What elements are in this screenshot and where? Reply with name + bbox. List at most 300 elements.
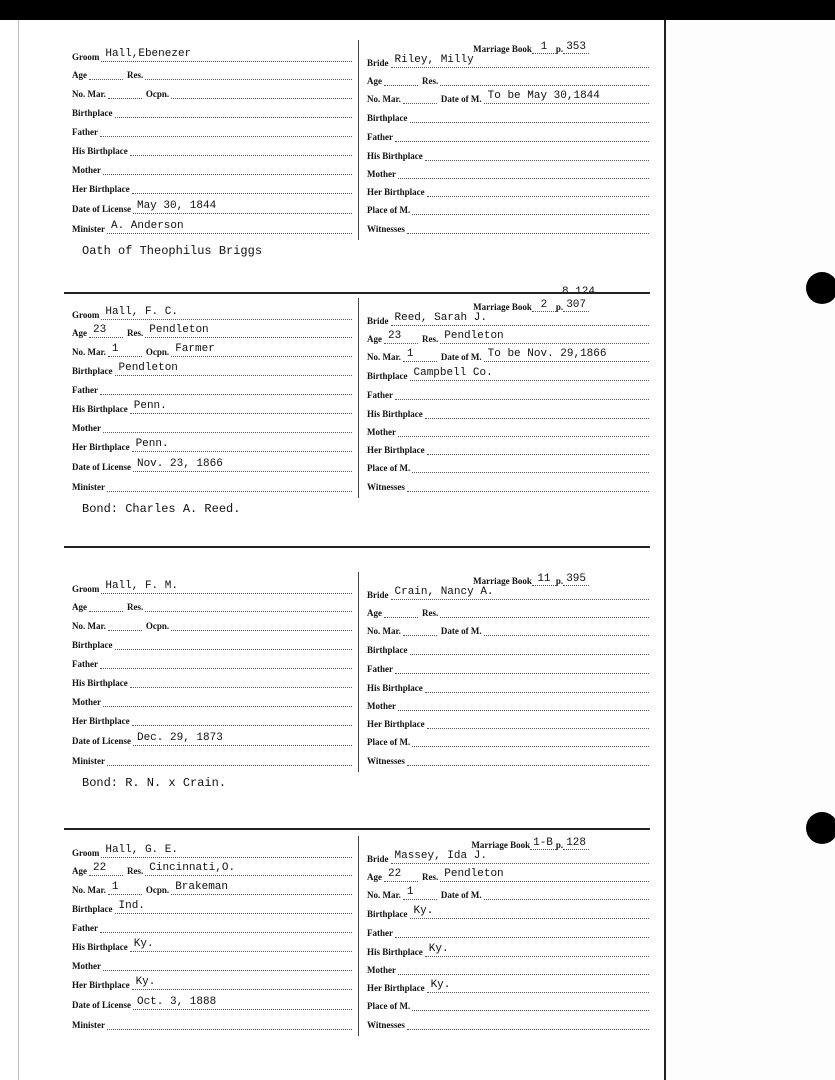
field-label: Marriage Book: [471, 840, 531, 850]
field-label: No. Mar.: [72, 89, 106, 99]
field-label: Age: [367, 608, 382, 618]
field-label: Mother: [72, 961, 101, 971]
field-label: Her Birthplace: [72, 442, 130, 452]
marriage-record: [18, 572, 663, 812]
field-label: No. Mar.: [367, 352, 401, 362]
bride-field: [367, 886, 649, 900]
record-note: Oath of Theophilus Briggs: [82, 244, 263, 258]
field-label: Groom: [72, 848, 100, 858]
bride-his-birthplace-value: [425, 147, 649, 161]
field-label: His Birthplace: [72, 404, 128, 414]
groom-ocpn-value: [171, 85, 352, 99]
groom-date-of-license-value: May 30, 1844: [133, 200, 352, 214]
groom-field: [72, 580, 352, 594]
groom-field: [72, 142, 352, 156]
groom-field: [72, 324, 352, 338]
groom-birthplace-value: [115, 636, 353, 650]
field-label: Age: [367, 872, 382, 882]
field-label: Date of License: [72, 204, 131, 214]
bride-field: [367, 943, 649, 957]
bride-birthplace-value: Campbell Co.: [410, 367, 650, 381]
field-label: Mother: [72, 165, 101, 175]
groom-her-birthplace-value: Penn.: [132, 438, 352, 452]
field-label: Ocpn.: [145, 89, 170, 99]
field-label: His Birthplace: [367, 947, 423, 957]
field-label: Father: [367, 664, 393, 674]
bride-date-of-m-value: [484, 622, 649, 636]
bride-witnesses-value: [407, 220, 649, 234]
groom-field: [72, 85, 352, 99]
bride-field: [367, 348, 649, 362]
field-label: His Birthplace: [72, 678, 128, 688]
marriage-book-line: [471, 836, 589, 850]
groom-her-birthplace-value: [132, 712, 352, 726]
groom-field: [72, 598, 352, 612]
groom-field: [72, 66, 352, 80]
bride-father-value: [395, 128, 649, 142]
bride-age-value: [384, 604, 418, 618]
field-label: Date of M.: [440, 890, 482, 900]
groom-field: [72, 617, 352, 631]
bride-no-mar-value: 1: [403, 886, 437, 900]
groom-field: [72, 732, 352, 746]
field-label: Birthplace: [72, 108, 113, 118]
groom-field: [72, 362, 352, 376]
marriage-record: [18, 298, 663, 538]
bride-place-of-m-value: [412, 459, 649, 473]
bride-column: [358, 40, 659, 240]
field-label: Witnesses: [367, 224, 405, 234]
bride-birthplace-value: [410, 641, 650, 655]
bride-field: [367, 459, 649, 473]
bride-date-of-m-value: [484, 886, 649, 900]
field-label: Her Birthplace: [72, 184, 130, 194]
field-label: p.: [555, 302, 564, 312]
bride-his-birthplace-value: [425, 405, 649, 419]
marriage-book-page: 353: [563, 41, 589, 54]
field-label: Mother: [367, 427, 396, 437]
adjacent-page-edge: [663, 20, 835, 1080]
groom-field: [72, 674, 352, 688]
field-label: Date of M.: [440, 94, 482, 104]
field-label: Witnesses: [367, 1020, 405, 1030]
groom-minister-value: [107, 752, 352, 766]
marriage-book-number: 2: [532, 299, 556, 312]
groom-mother-value: [103, 693, 352, 707]
field-label: Her Birthplace: [367, 445, 425, 455]
bride-place-of-m-value: [412, 733, 649, 747]
field-label: His Birthplace: [367, 151, 423, 161]
groom-res-value: [145, 598, 352, 612]
bride-field: [367, 128, 649, 142]
groom-minister-value: [107, 478, 352, 492]
field-label: Father: [367, 928, 393, 938]
bride-his-birthplace-value: Ky.: [425, 943, 649, 957]
field-label: p.: [555, 576, 564, 586]
field-label: Marriage Book: [473, 44, 532, 54]
bride-witnesses-value: [407, 1016, 649, 1030]
groom-minister-value: [107, 1016, 352, 1030]
groom-field: [72, 400, 352, 414]
marriage-record: [18, 40, 663, 280]
bride-birthplace-value: [410, 109, 650, 123]
groom-father-value: [100, 123, 352, 137]
bride-her-birthplace-value: [427, 183, 649, 197]
record-note: Bond: R. N. x Crain.: [82, 776, 227, 790]
bride-res-value: Pendleton: [440, 868, 649, 882]
groom-date-of-license-value: Oct. 3, 1888: [133, 996, 352, 1010]
field-label: Res.: [422, 76, 439, 86]
bride-field: [367, 54, 649, 68]
marriage-book-line: [473, 40, 589, 54]
groom-age-value: 22: [89, 862, 123, 876]
marriage-book-number: 1-B: [530, 837, 556, 850]
field-label: Birthplace: [72, 904, 113, 914]
marriage-book-line: [473, 298, 589, 312]
field-label: Birthplace: [367, 113, 408, 123]
field-label: Date of M.: [440, 626, 482, 636]
bride-age-value: 23: [384, 330, 418, 344]
field-label: Bride: [367, 316, 389, 326]
bride-age-value: 22: [384, 868, 418, 882]
field-label: Res.: [422, 872, 439, 882]
bride-column: [358, 836, 659, 1036]
bride-birthplace-value: Ky.: [410, 905, 650, 919]
groom-field: [72, 306, 352, 320]
field-label: Bride: [367, 590, 389, 600]
field-label: His Birthplace: [72, 942, 128, 952]
field-label: Age: [72, 70, 87, 80]
groom-ocpn-value: Farmer: [171, 343, 352, 357]
field-label: Birthplace: [367, 645, 408, 655]
field-label: Birthplace: [72, 640, 113, 650]
field-label: No. Mar.: [72, 885, 106, 895]
field-label: Date of M.: [440, 352, 482, 362]
field-label: Date of License: [72, 462, 131, 472]
field-label: No. Mar.: [367, 94, 401, 104]
groom-field: [72, 655, 352, 669]
groom-no-mar-value: [108, 85, 142, 99]
field-label: Mother: [72, 697, 101, 707]
groom-field: [72, 693, 352, 707]
groom-no-mar-value: [108, 617, 142, 631]
record-note: Bond: Charles A. Reed.: [82, 502, 241, 516]
marriage-record: [18, 836, 663, 1076]
groom-his-birthplace-value: Ky.: [130, 938, 352, 952]
bride-no-mar-value: [403, 622, 437, 636]
groom-date-of-license-value: Nov. 23, 1866: [133, 458, 352, 472]
bride-field: [367, 924, 649, 938]
groom-field: [72, 478, 352, 492]
groom-field: [72, 636, 352, 650]
field-label: Res.: [127, 866, 144, 876]
bride-his-birthplace-value: [425, 679, 649, 693]
field-label: Age: [72, 328, 87, 338]
groom-ocpn-value: Brakeman: [171, 881, 352, 895]
groom-father-value: [100, 655, 352, 669]
bride-name-value: Reed, Sarah J.: [391, 312, 650, 326]
groom-field: [72, 881, 352, 895]
groom-column: [64, 836, 356, 1036]
groom-age-value: [89, 598, 123, 612]
groom-column: [64, 40, 356, 240]
field-label: Res.: [127, 70, 144, 80]
field-label: Birthplace: [367, 909, 408, 919]
bride-field: [367, 147, 649, 161]
field-label: Father: [367, 132, 393, 142]
groom-name-value: Hall, F. C.: [101, 306, 352, 320]
record-divider: [64, 546, 650, 548]
field-label: Age: [367, 76, 382, 86]
field-label: Res.: [422, 608, 439, 618]
field-label: No. Mar.: [72, 621, 106, 631]
field-label: Father: [72, 923, 98, 933]
groom-field: [72, 419, 352, 433]
marriage-book-page: 395: [563, 573, 589, 586]
groom-father-value: [100, 919, 352, 933]
groom-res-value: [145, 66, 352, 80]
bride-field: [367, 586, 649, 600]
field-label: Father: [72, 127, 98, 137]
groom-field: [72, 458, 352, 472]
field-label: Place of M.: [367, 463, 411, 473]
groom-field: [72, 123, 352, 137]
bride-mother-value: [398, 697, 649, 711]
field-label: Her Birthplace: [72, 716, 130, 726]
record-divider: [64, 828, 650, 830]
field-label: Birthplace: [367, 371, 408, 381]
groom-age-value: 23: [89, 324, 123, 338]
bride-name-value: Riley, Milly: [391, 54, 650, 68]
field-label: Minister: [72, 224, 105, 234]
groom-field: [72, 900, 352, 914]
field-label: Date of License: [72, 736, 131, 746]
groom-name-value: Hall, G. E.: [101, 844, 352, 858]
field-label: Her Birthplace: [367, 719, 425, 729]
groom-field: [72, 104, 352, 118]
groom-column: [64, 298, 356, 498]
groom-no-mar-value: 1: [108, 343, 142, 357]
groom-ocpn-value: [171, 617, 352, 631]
groom-birthplace-value: Ind.: [115, 900, 353, 914]
bride-field: [367, 441, 649, 455]
bride-field: [367, 604, 649, 618]
field-label: Groom: [72, 584, 100, 594]
field-label: His Birthplace: [72, 146, 128, 156]
bride-field: [367, 220, 649, 234]
groom-field: [72, 343, 352, 357]
punch-hole: [806, 272, 835, 304]
groom-minister-value: A. Anderson: [107, 220, 352, 234]
bride-column: [358, 298, 659, 498]
bride-field: [367, 330, 649, 344]
groom-field: [72, 996, 352, 1010]
field-label: Place of M.: [367, 205, 411, 215]
field-label: Father: [72, 385, 98, 395]
bride-field: [367, 1016, 649, 1030]
field-label: Age: [72, 602, 87, 612]
field-label: p.: [555, 840, 564, 850]
bride-field: [367, 423, 649, 437]
groom-mother-value: [103, 957, 352, 971]
field-label: Place of M.: [367, 1001, 411, 1011]
field-label: Ocpn.: [145, 885, 170, 895]
bride-res-value: [440, 604, 649, 618]
bride-field: [367, 201, 649, 215]
field-label: Mother: [367, 701, 396, 711]
bride-field: [367, 679, 649, 693]
bride-field: [367, 312, 649, 326]
bride-field: [367, 641, 649, 655]
groom-field: [72, 844, 352, 858]
field-label: His Birthplace: [367, 683, 423, 693]
groom-his-birthplace-value: [130, 674, 352, 688]
bride-field: [367, 715, 649, 729]
field-label: Marriage Book: [473, 576, 532, 586]
groom-his-birthplace-value: Penn.: [130, 400, 352, 414]
groom-res-value: Pendleton: [145, 324, 352, 338]
bride-res-value: [440, 72, 649, 86]
groom-field: [72, 976, 352, 990]
field-label: Witnesses: [367, 756, 405, 766]
field-label: Her Birthplace: [367, 187, 425, 197]
groom-res-value: Cincinnati,O.: [145, 862, 352, 876]
groom-field: [72, 48, 352, 62]
groom-field: [72, 438, 352, 452]
bride-name-value: Massey, Ida J.: [391, 850, 650, 864]
bride-age-value: [384, 72, 418, 86]
groom-age-value: [89, 66, 123, 80]
bride-field: [367, 868, 649, 882]
bride-field: [367, 90, 649, 104]
marriage-book-line: [473, 572, 589, 586]
field-label: Mother: [72, 423, 101, 433]
field-label: Minister: [72, 1020, 105, 1030]
bride-field: [367, 72, 649, 86]
groom-no-mar-value: 1: [108, 881, 142, 895]
field-label: Age: [367, 334, 382, 344]
bride-field: [367, 386, 649, 400]
field-label: No. Mar.: [367, 626, 401, 636]
scan-top-border: [0, 0, 835, 20]
bride-field: [367, 478, 649, 492]
bride-field: [367, 165, 649, 179]
field-label: Bride: [367, 854, 389, 864]
bride-res-value: Pendleton: [440, 330, 649, 344]
bride-field: [367, 367, 649, 381]
bride-place-of-m-value: [412, 997, 649, 1011]
bride-place-of-m-value: [412, 201, 649, 215]
field-label: No. Mar.: [367, 890, 401, 900]
groom-column: [64, 572, 356, 772]
bride-witnesses-value: [407, 752, 649, 766]
groom-field: [72, 919, 352, 933]
groom-field: [72, 1016, 352, 1030]
bride-field: [367, 660, 649, 674]
groom-birthplace-value: Pendleton: [115, 362, 353, 376]
groom-field: [72, 180, 352, 194]
bride-field: [367, 961, 649, 975]
marriage-book-number: 11: [532, 573, 556, 586]
bride-field: [367, 905, 649, 919]
groom-field: [72, 938, 352, 952]
field-label: Ocpn.: [145, 347, 170, 357]
groom-name-value: Hall, F. M.: [101, 580, 352, 594]
groom-field: [72, 862, 352, 876]
bride-witnesses-value: [407, 478, 649, 492]
bride-field: [367, 183, 649, 197]
bride-her-birthplace-value: [427, 715, 649, 729]
field-label: Place of M.: [367, 737, 411, 747]
bride-field: [367, 752, 649, 766]
bride-column: [358, 572, 659, 772]
field-label: Marriage Book: [473, 302, 532, 312]
bride-no-mar-value: [403, 90, 437, 104]
field-label: Minister: [72, 482, 105, 492]
bride-field: [367, 733, 649, 747]
bride-her-birthplace-value: [427, 441, 649, 455]
bride-mother-value: [398, 423, 649, 437]
groom-her-birthplace-value: [132, 180, 352, 194]
field-label: Date of License: [72, 1000, 131, 1010]
field-label: Father: [72, 659, 98, 669]
field-label: His Birthplace: [367, 409, 423, 419]
field-label: Res.: [127, 328, 144, 338]
marriage-book-page: 128: [563, 837, 589, 850]
groom-mother-value: [103, 161, 352, 175]
bride-her-birthplace-value: Ky.: [427, 979, 649, 993]
groom-birthplace-value: [115, 104, 353, 118]
marriage-book-page: 307: [563, 299, 589, 312]
field-label: Birthplace: [72, 366, 113, 376]
bride-name-value: Crain, Nancy A.: [391, 586, 650, 600]
bride-field: [367, 405, 649, 419]
field-label: Mother: [367, 965, 396, 975]
field-label: Her Birthplace: [367, 983, 425, 993]
groom-field: [72, 220, 352, 234]
field-label: Groom: [72, 310, 100, 320]
bride-mother-value: [398, 961, 649, 975]
field-label: Bride: [367, 58, 389, 68]
bride-field: [367, 697, 649, 711]
field-label: Ocpn.: [145, 621, 170, 631]
groom-field: [72, 752, 352, 766]
field-label: Res.: [422, 334, 439, 344]
bride-father-value: [395, 660, 649, 674]
field-label: Minister: [72, 756, 105, 766]
bride-date-of-m-value: To be May 30,1844: [484, 90, 649, 104]
marriage-book-number: 1: [532, 41, 556, 54]
bride-father-value: [395, 386, 649, 400]
bride-mother-value: [398, 165, 649, 179]
field-label: Groom: [72, 52, 100, 62]
field-label: Res.: [127, 602, 144, 612]
groom-field: [72, 200, 352, 214]
record-divider: [64, 292, 650, 294]
bride-field: [367, 850, 649, 864]
bride-field: [367, 979, 649, 993]
field-label: Father: [367, 390, 393, 400]
groom-her-birthplace-value: Ky.: [132, 976, 352, 990]
groom-field: [72, 957, 352, 971]
bride-field: [367, 109, 649, 123]
groom-field: [72, 712, 352, 726]
field-label: Mother: [367, 169, 396, 179]
field-label: Her Birthplace: [72, 980, 130, 990]
bride-date-of-m-value: To be Nov. 29,1866: [484, 348, 649, 362]
groom-mother-value: [103, 419, 352, 433]
bride-field: [367, 622, 649, 636]
